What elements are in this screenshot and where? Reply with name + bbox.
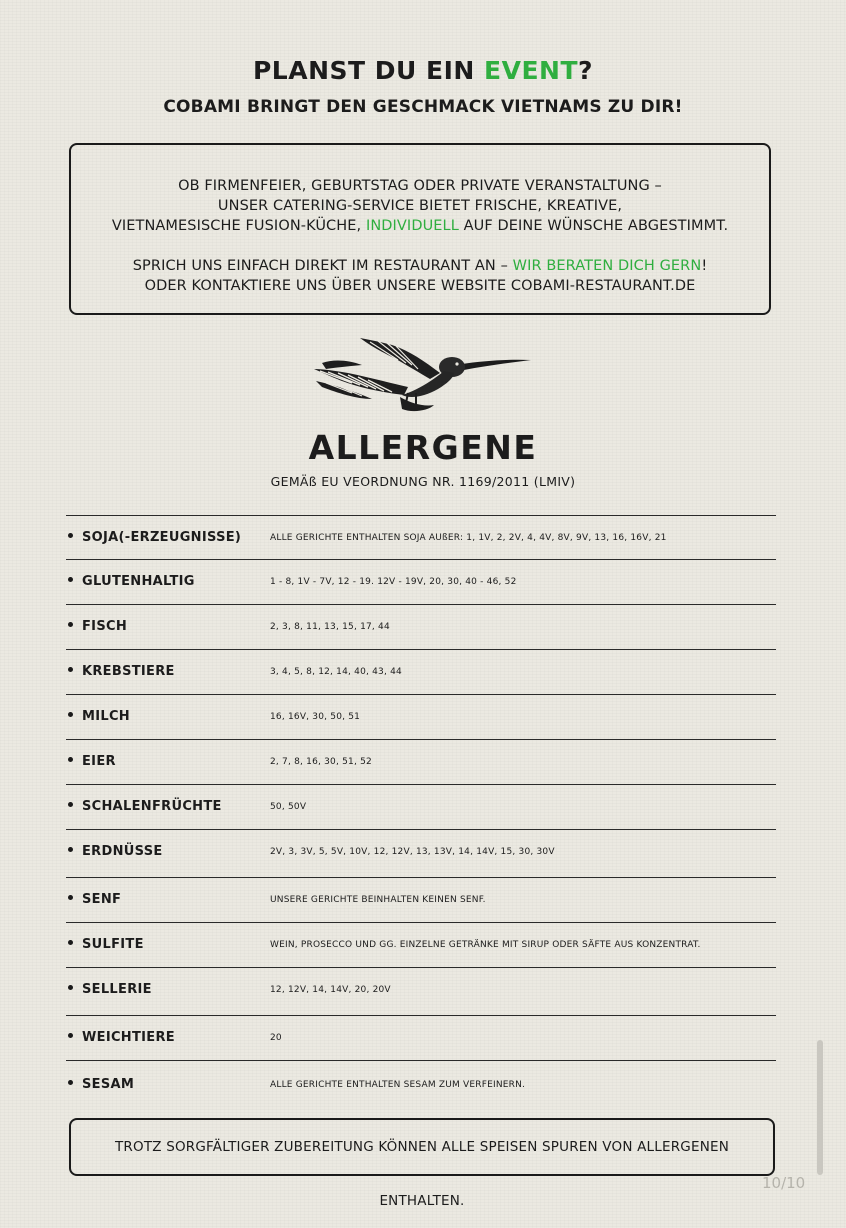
allergen-name [68,937,144,952]
allergen-dishes: ALLE GERICHTE ENTHALTEN SESAM ZUM VERFEINERN. [270,1080,526,1090]
event-line-2: UNSER CATERING-SERVICE BIETET FRISCHE, KREATIVE, [217,198,623,214]
bullet-icon [68,577,73,582]
bullet-icon [68,985,73,990]
bullet-icon [68,667,73,672]
allergen-name-text: EIER [82,754,116,769]
allergen-name [68,844,163,859]
title-part2: ? [578,56,594,85]
allergen-name-text: SENF [82,892,122,907]
allergens-subtitle: GEMÄß EU VEORDNUNG NR. 1169/2011 (LMIV) [270,474,576,489]
allergen-row [66,559,776,589]
bullet-icon [68,757,73,762]
bullet-icon [68,802,73,807]
allergen-dishes: 20 [270,1033,282,1043]
event-line-4-end: ! [701,258,708,274]
allergen-row [66,829,776,859]
allergen-row [66,784,776,814]
allergen-name-text: SELLERIE [82,982,152,997]
allergen-dishes: WEIN, PROSECCO UND GG. EINZELNE GETRÄNKE MIT SIRUP ODER SÄFTE AUS KONZENTRAT. [270,940,701,950]
page-title [0,56,846,85]
event-line-3-text: VIETNAMESISCHE FUSION-KÜCHE, [111,218,366,234]
allergen-notice-box: TROTZ SORGFÄLTIGER ZUBEREITUNG KÖNNEN ALLE SPEISEN SPUREN VON ALLERGENEN ENTHALTEN. [69,1118,775,1176]
event-line-3 [71,216,769,236]
bullet-icon [68,533,73,538]
scrollbar[interactable] [817,1040,823,1175]
allergens-title: ALLERGENE [308,428,538,467]
allergen-name-text: FISCH [82,619,128,634]
allergen-name [68,892,121,907]
allergen-row [66,877,776,907]
allergen-name [68,709,130,724]
beraten-highlight: WIR BERATEN DICH GERN [512,258,702,274]
allergen-name-text: SULFITE [82,937,144,952]
allergen-name [68,664,175,679]
allergen-name-text: KREBSTIERE [82,664,175,679]
allergen-dishes: ALLE GERICHTE ENTHALTEN SOJA AUßER: 1, 1V, 2, 2V, 4, 4V, 8V, 9V, 13, 16, 16V, 21 [270,533,667,543]
allergen-name-text: ERDNÜSSE [82,844,163,859]
page-counter: 10/10 [762,1174,806,1192]
bullet-icon [68,847,73,852]
bullet-icon [68,1033,73,1038]
allergen-row [66,1015,776,1045]
title-part1: PLANST DU EIN [252,56,485,85]
allergen-name [68,1077,134,1092]
allergen-name-text: SOJA(-ERZEUGNISSE) [82,530,242,545]
allergen-dishes: 50, 50V [270,802,307,812]
allergen-name-text: WEICHTIERE [82,1030,175,1045]
event-info-box [69,143,771,315]
allergen-dishes: 12, 12V, 14, 14V, 20, 20V [270,985,391,995]
bullet-icon [68,895,73,900]
allergen-dishes: 16, 16V, 30, 50, 51 [270,712,361,722]
allergen-dishes: 2V, 3, 3V, 5, 5V, 10V, 12, 12V, 13, 13V, 14, 14V, 15, 30, 30V [270,847,555,857]
allergen-name [68,530,241,545]
allergen-name [68,982,152,997]
allergen-row [66,694,776,724]
event-line-4 [71,256,769,276]
allergen-name [68,574,195,589]
page-subtitle: COBAMI BRINGT DEN GESCHMACK VIETNAMS ZU DIR! [163,97,683,117]
bullet-icon [68,622,73,627]
allergen-dishes: UNSERE GERICHTE BEINHALTEN KEINEN SENF. [270,895,486,905]
allergen-name-text: MILCH [82,709,130,724]
allergen-row [66,739,776,769]
allergen-dishes: 3, 4, 5, 8, 12, 14, 40, 43, 44 [270,667,402,677]
allergen-row [66,515,776,545]
bullet-icon [68,712,73,717]
allergen-dishes: 2, 7, 8, 16, 30, 51, 52 [270,757,372,767]
hummingbird-logo-icon [312,333,534,415]
allergen-row [66,604,776,634]
bullet-icon [68,1080,73,1085]
allergen-row [66,922,776,952]
allergen-name-text: SESAM [82,1077,135,1092]
event-line-5: ODER KONTAKTIERE UNS ÜBER UNSERE WEBSITE COBAMI-RESTAURANT.DE [144,278,696,294]
individuell-highlight: INDIVIDUELL [365,218,459,234]
allergen-name [68,619,127,634]
event-line-3-end: AUF DEINE WÜNSCHE ABGESTIMMT. [458,218,729,234]
allergen-dishes: 2, 3, 8, 11, 13, 15, 17, 44 [270,622,390,632]
allergen-name-text: SCHALENFRÜCHTE [82,799,222,814]
allergen-name-text: GLUTENHALTIG [82,574,195,589]
event-line-1: OB FIRMENFEIER, GEBURTSTAG ODER PRIVATE VERANSTALTUNG – [178,178,662,194]
allergen-name [68,799,222,814]
allergen-row [66,967,776,997]
event-line-4-text: SPRICH UNS EINFACH DIREKT IM RESTAURANT AN – [132,258,513,274]
title-highlight: EVENT [484,56,579,85]
allergen-name [68,1030,175,1045]
allergen-name [68,754,116,769]
divider [66,1060,776,1061]
bullet-icon [68,940,73,945]
allergen-dishes: 1 - 8, 1V - 7V, 12 - 19. 12V - 19V, 20, 30, 40 - 46, 52 [270,577,517,587]
allergen-row [66,649,776,679]
